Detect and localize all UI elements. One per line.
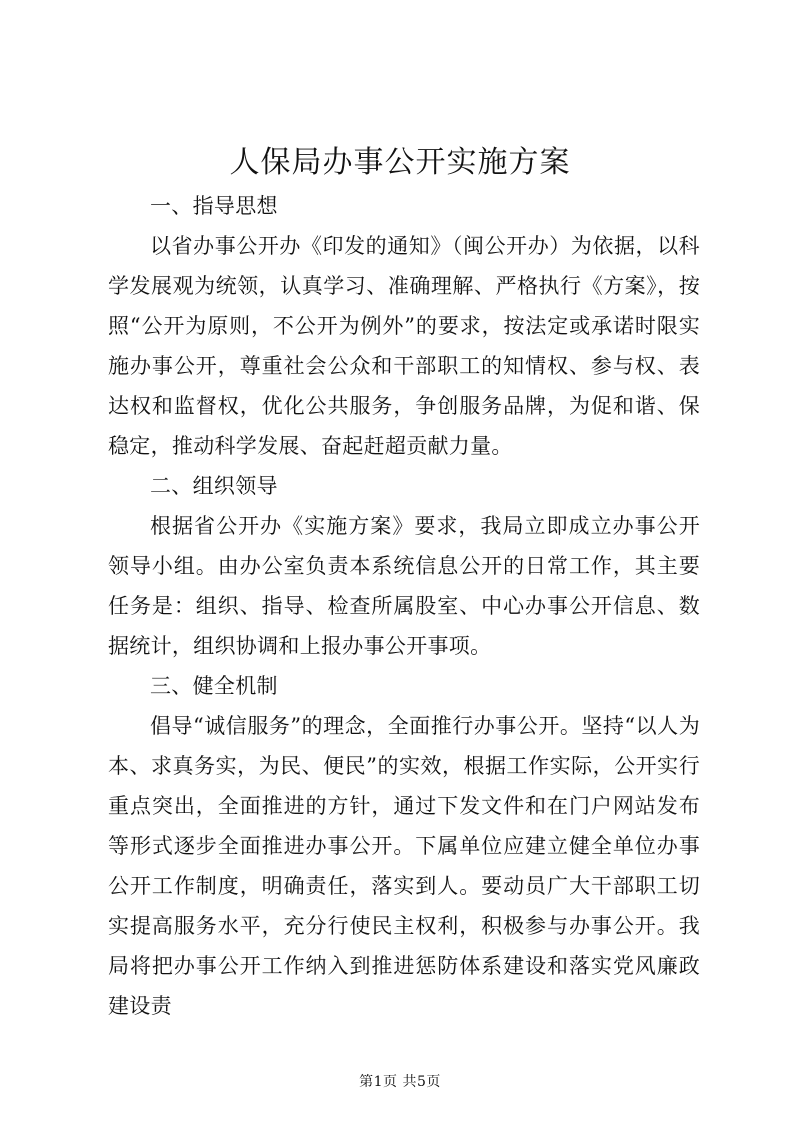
section-paragraph-organization: 根据省公开办《实施方案》要求，我局立即成立办事公开领导小组。由办公室负责本系统信息公开的日常工作，其主要任务是：组织、指导、检查所属股室、中心办事公开信息、数据统计，组织协调和上报办事公开事项。 (108, 514, 700, 658)
section-paragraph-mechanism: 倡导“诚信服务”的理念，全面推行办事公开。坚持“以人为本、求真务实，为民、便民”的实效，根据工作实际，公开实行重点突出，全面推进的方针，通过下发文件和在门户网站发布等形式逐步全面推进办事公开。下属单位应建立健全单位办事公开工作制度，明确责任，落实到人。要动员广大干部职工切实提高服务水平，充分行使民主权利，积极参与办事公开。我局将把办事公开工作纳入到推进惩防体系建设和落实党风廉政建设责 (108, 714, 700, 1018)
document-title: 人保局办事公开实施方案 (229, 145, 571, 180)
document-body (108, 186, 700, 1026)
section-paragraph-guiding-thought: 以省办事公开办《印发的通知》（闽公开办）为依据，以科学发展观为统领，认真学习、准确理解、严格执行《方案》，按照“公开为原则，不公开为例外”的要求，按法定或承诺时限实施办事公开，尊重社会公众和干部职工的知情权、参与权、表达权和监督权，优化公共服务，争创服务品牌，为促和谐、保稳定，推动科学发展、奋起赶超贡献力量。 (108, 234, 700, 458)
page-footer: 第1页 共5页 (359, 1074, 441, 1090)
section-heading-guiding-thought: 一、指导思想 (150, 194, 278, 218)
section-heading-mechanism: 三、健全机制 (150, 674, 278, 698)
section-heading-organization: 二、组织领导 (150, 474, 278, 498)
